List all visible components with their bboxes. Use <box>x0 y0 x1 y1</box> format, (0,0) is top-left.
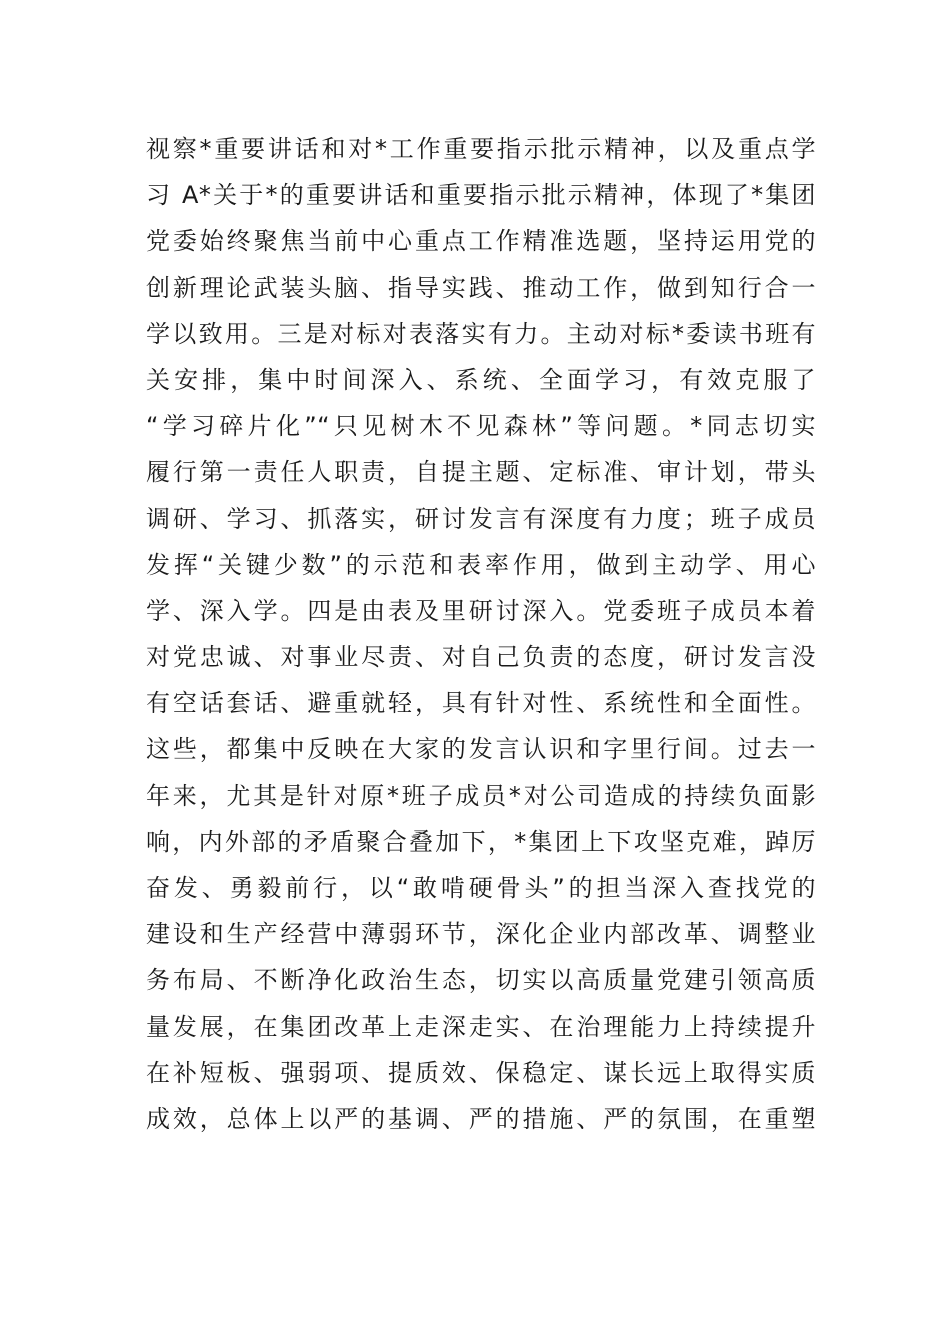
text-line: 建设和生产经营中薄弱环节，深化企业内部改革、调整业 <box>146 920 816 949</box>
text-line: “学习碎片化”“只见树木不见森林”等问题。*同志切实 <box>146 412 816 441</box>
text-line: 奋发、勇毅前行，以“敢啃硬骨头”的担当深入查找党的 <box>146 874 816 902</box>
text-line: 务布局、不断净化政治生态，切实以高质量党建引领高质 <box>146 966 816 995</box>
text-line: 对党忠诚、对事业尽责、对自己负责的态度，研讨发言没 <box>146 643 816 672</box>
text-line: 创新理论武装头脑、指导实践、推动工作，做到知行合一 <box>146 273 816 302</box>
text-line: 成效，总体上以严的基调、严的措施、严的氛围，在重塑 <box>146 1104 816 1133</box>
text-line: 学、深入学。四是由表及里研讨深入。党委班子成员本着 <box>146 596 816 625</box>
text-line: 学以致用。三是对标对表落实有力。主动对标*委读书班有 <box>146 319 816 348</box>
text-line: 响，内外部的矛盾聚合叠加下，*集团上下攻坚克难，踔厉 <box>146 827 816 856</box>
text-line: 这些，都集中反映在大家的发言认识和字里行间。过去一 <box>146 735 816 764</box>
text-line: 习 A*关于*的重要讲话和重要指示批示精神，体现了*集团 <box>146 181 816 210</box>
text-line: 视察*重要讲话和对*工作重要指示批示精神，以及重点学 <box>146 135 816 163</box>
text-line: 在补短板、强弱项、提质效、保稳定、谋长远上取得实质 <box>146 1058 816 1087</box>
text-line: 发挥“关键少数”的示范和表率作用，做到主动学、用心 <box>146 550 816 579</box>
text-line: 调研、学习、抓落实，研讨发言有深度有力度；班子成员 <box>146 504 816 533</box>
text-line: 有空话套话、避重就轻，具有针对性、系统性和全面性。 <box>146 689 816 718</box>
text-line: 量发展，在集团改革上走深走实、在治理能力上持续提升 <box>146 1012 816 1041</box>
text-line: 年来，尤其是针对原*班子成员*对公司造成的持续负面影 <box>146 781 816 810</box>
text-line: 关安排，集中时间深入、系统、全面学习，有效克服了 <box>146 365 816 394</box>
text-line: 履行第一责任人职责，自提主题、定标准、审计划，带头 <box>146 458 816 487</box>
body-text <box>146 126 816 1142</box>
text-line: 党委始终聚焦当前中心重点工作精准选题，坚持运用党的 <box>146 227 816 256</box>
